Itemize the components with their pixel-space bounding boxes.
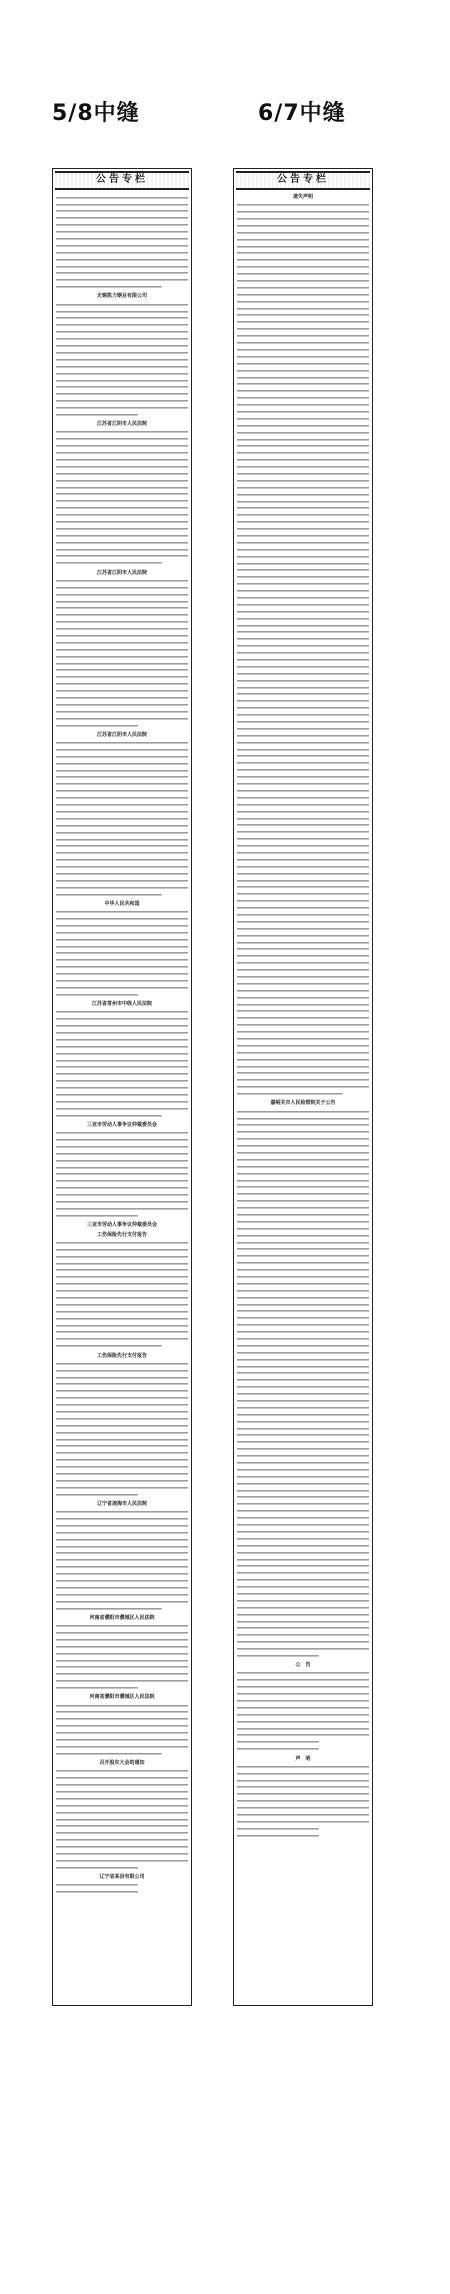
notice-body (237, 1108, 369, 1659)
notice-body (56, 1239, 188, 1349)
notice-title: 中华人民共和国 (104, 900, 140, 907)
notice-title: 召开股东大会的通知 (99, 1760, 145, 1767)
notice-title: 江苏省江阴市人民法院 (96, 421, 147, 428)
notice-body (56, 1360, 188, 1498)
notice-body (56, 577, 188, 729)
notice-title: 无锡凯力钢业有限公司 (96, 293, 147, 300)
notice-body (56, 739, 188, 897)
notice-title: 公 告 (295, 1662, 311, 1669)
notice-title: 三亚市劳动人事争议仲裁委员会 (86, 1121, 157, 1128)
left-notice-column (52, 168, 192, 2006)
notice-title: 辽宁省凌海市人民法院 (96, 1500, 147, 1507)
notice-body (56, 1702, 188, 1757)
notice-title: 江苏省江阴市人民法院 (96, 569, 147, 576)
notice-body (56, 908, 188, 998)
right-column-heading: 6/7中缝 (258, 101, 346, 126)
notice-title: 声 明 (295, 1755, 311, 1762)
notice-title: 江苏省江阴市人民法院 (96, 731, 147, 738)
right-notice-column (233, 168, 373, 2006)
notice-body (56, 1622, 188, 1691)
notice-title: 工伤保险先行支付报告 (96, 1231, 147, 1238)
right-banner: 公告专栏 (236, 171, 370, 190)
left-column-heading: 5/8中缝 (52, 101, 140, 126)
notice-body (56, 194, 188, 290)
notice-body (56, 429, 188, 567)
notice-title: 遗失声明 (292, 194, 313, 200)
notice-title: 嘉峪关市人民检察院关于公告 (270, 1100, 336, 1107)
notice-body (237, 202, 369, 1098)
notice-body (56, 1129, 188, 1219)
notice-body (56, 1509, 188, 1612)
notice-body (56, 1009, 188, 1119)
notice-body (56, 1768, 188, 1871)
notice-title: 工伤保险先行支付报告 (96, 1352, 147, 1359)
notice-body (56, 301, 188, 418)
notice-body (56, 1882, 188, 1896)
left-banner: 公告专栏 (55, 171, 189, 190)
notice-title: 江苏省常州市中级人民法院 (91, 1001, 152, 1008)
notice-title: 河南省濮阳市濮城区人民法院 (89, 1694, 155, 1701)
notice-body (237, 1670, 369, 1753)
notice-title: 三亚市劳动人事争议仲裁委员会 (86, 1222, 157, 1229)
notice-title: 河南省濮阳市濮城区人民法院 (89, 1614, 155, 1621)
notice-title: 辽宁省某县有限公司 (99, 1874, 145, 1881)
notice-body (237, 1763, 369, 1839)
